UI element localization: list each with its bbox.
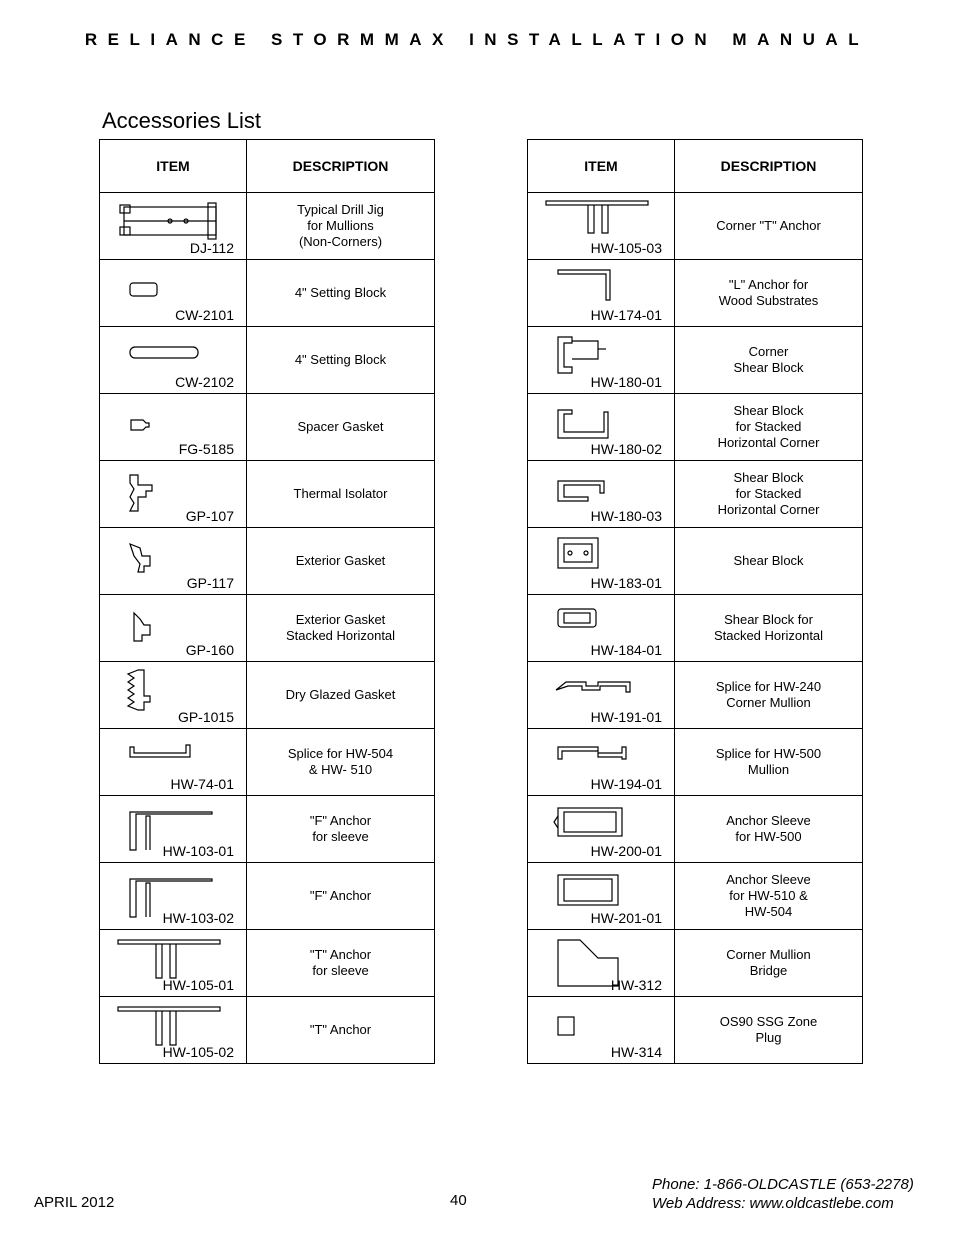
item-code: HW-200-01 — [590, 843, 662, 859]
item-description: Shear Block — [675, 528, 863, 595]
table-row — [528, 327, 863, 394]
item-code: HW-180-02 — [590, 441, 662, 457]
item-cell — [528, 662, 675, 729]
table-row — [528, 997, 863, 1064]
item-code: HW-180-03 — [590, 508, 662, 524]
item-cell — [100, 260, 247, 327]
item-description: Shear Block for Stacked Horizontal — [675, 595, 863, 662]
footer-date: APRIL 2012 — [34, 1194, 115, 1211]
item-code: HW-314 — [610, 1044, 662, 1060]
table-row — [528, 863, 863, 930]
item-cell — [528, 461, 675, 528]
item-description: Splice for HW-240 Corner Mullion — [675, 662, 863, 729]
item-description: Thermal Isolator — [247, 461, 435, 528]
item-description: Splice for HW-500 Mullion — [675, 729, 863, 796]
table-row — [528, 662, 863, 729]
item-cell — [528, 997, 675, 1064]
table-row — [100, 327, 435, 394]
table-row — [100, 930, 435, 997]
table-row — [100, 260, 435, 327]
item-code: HW-174-01 — [590, 307, 662, 323]
item-description: OS90 SSG Zone Plug — [675, 997, 863, 1064]
item-code: HW-103-01 — [162, 843, 234, 859]
footer-web: Web Address: www.oldcastlebe.com — [652, 1195, 894, 1212]
item-cell — [528, 729, 675, 796]
item-cell — [528, 327, 675, 394]
item-description: Shear Block for Stacked Horizontal Corner — [675, 461, 863, 528]
item-code: HW-180-01 — [590, 374, 662, 390]
item-code: GP-1015 — [177, 709, 234, 725]
item-cell — [100, 729, 247, 796]
column-header-item: ITEM — [528, 140, 675, 193]
item-cell — [100, 930, 247, 997]
item-cell — [528, 595, 675, 662]
item-code: HW-184-01 — [590, 642, 662, 658]
item-description: Dry Glazed Gasket — [247, 662, 435, 729]
item-description: "T" Anchor — [247, 997, 435, 1064]
item-cell — [100, 595, 247, 662]
item-cell — [528, 260, 675, 327]
item-code: HW-105-03 — [590, 240, 662, 256]
column-header-description: DESCRIPTION — [247, 140, 435, 193]
item-code: HW-105-01 — [162, 977, 234, 993]
footer-phone: Phone: 1-866-OLDCASTLE (653-2278) — [652, 1176, 914, 1193]
item-code: GP-107 — [185, 508, 234, 524]
table-row — [100, 595, 435, 662]
item-description: 4" Setting Block — [247, 260, 435, 327]
item-code: HW-103-02 — [162, 910, 234, 926]
document-header: RELIANCE STORMMAX INSTALLATION MANUAL — [84, 30, 870, 49]
table-row — [100, 997, 435, 1064]
page-title: Accessories List — [102, 108, 261, 133]
table-row — [100, 863, 435, 930]
item-description: Corner Mullion Bridge — [675, 930, 863, 997]
table-row — [100, 796, 435, 863]
item-description: "L" Anchor for Wood Substrates — [675, 260, 863, 327]
item-description: 4" Setting Block — [247, 327, 435, 394]
item-code: HW-191-01 — [590, 709, 662, 725]
item-cell — [100, 394, 247, 461]
item-cell — [528, 796, 675, 863]
item-cell — [528, 863, 675, 930]
item-description: Spacer Gasket — [247, 394, 435, 461]
item-cell — [528, 930, 675, 997]
item-code: HW-74-01 — [170, 776, 234, 792]
item-code: GP-117 — [186, 575, 234, 591]
table-row — [528, 528, 863, 595]
item-code: HW-105-02 — [162, 1044, 234, 1060]
table-row — [528, 461, 863, 528]
item-cell — [100, 997, 247, 1064]
accessories-table-right — [527, 139, 863, 1064]
table-row — [100, 662, 435, 729]
item-description: Exterior Gasket — [247, 528, 435, 595]
item-description: Typical Drill Jig for Mullions (Non-Corners) — [247, 193, 435, 260]
item-description: Exterior Gasket Stacked Horizontal — [247, 595, 435, 662]
item-code: CW-2102 — [175, 374, 234, 390]
column-header-description: DESCRIPTION — [675, 140, 863, 193]
item-description: Splice for HW-504 & HW- 510 — [247, 729, 435, 796]
item-description: Corner Shear Block — [675, 327, 863, 394]
table-row — [528, 729, 863, 796]
item-cell — [100, 327, 247, 394]
table-row — [100, 729, 435, 796]
item-cell — [528, 193, 675, 260]
item-description: Shear Block for Stacked Horizontal Corner — [675, 394, 863, 461]
table-row — [100, 528, 435, 595]
item-description: "T" Anchor for sleeve — [247, 930, 435, 997]
table-row — [528, 595, 863, 662]
item-cell — [100, 796, 247, 863]
table-row — [100, 193, 435, 260]
page-number: 40 — [450, 1192, 467, 1209]
item-code: FG-5185 — [178, 441, 234, 457]
item-cell — [528, 394, 675, 461]
item-cell — [100, 461, 247, 528]
table-row — [528, 930, 863, 997]
table-row — [528, 260, 863, 327]
item-description: Corner "T" Anchor — [675, 193, 863, 260]
item-cell — [100, 662, 247, 729]
item-code: HW-183-01 — [590, 575, 662, 591]
item-code: CW-2101 — [175, 307, 234, 323]
item-code: DJ-112 — [189, 240, 234, 256]
table-row — [528, 394, 863, 461]
footer-contact — [652, 1175, 914, 1213]
item-cell — [100, 528, 247, 595]
accessories-table-left — [99, 139, 435, 1064]
table-row — [100, 461, 435, 528]
table-row — [528, 193, 863, 260]
item-description: Anchor Sleeve for HW-500 — [675, 796, 863, 863]
item-cell — [100, 863, 247, 930]
table-row — [100, 394, 435, 461]
item-code: HW-194-01 — [590, 776, 662, 792]
item-description: "F" Anchor — [247, 863, 435, 930]
item-code: HW-201-01 — [590, 910, 662, 926]
item-cell — [100, 193, 247, 260]
item-description: Anchor Sleeve for HW-510 & HW-504 — [675, 863, 863, 930]
item-cell — [528, 528, 675, 595]
item-code: HW-312 — [610, 977, 662, 993]
item-description: "F" Anchor for sleeve — [247, 796, 435, 863]
column-header-item: ITEM — [100, 140, 247, 193]
item-code: GP-160 — [185, 642, 234, 658]
table-row — [528, 796, 863, 863]
